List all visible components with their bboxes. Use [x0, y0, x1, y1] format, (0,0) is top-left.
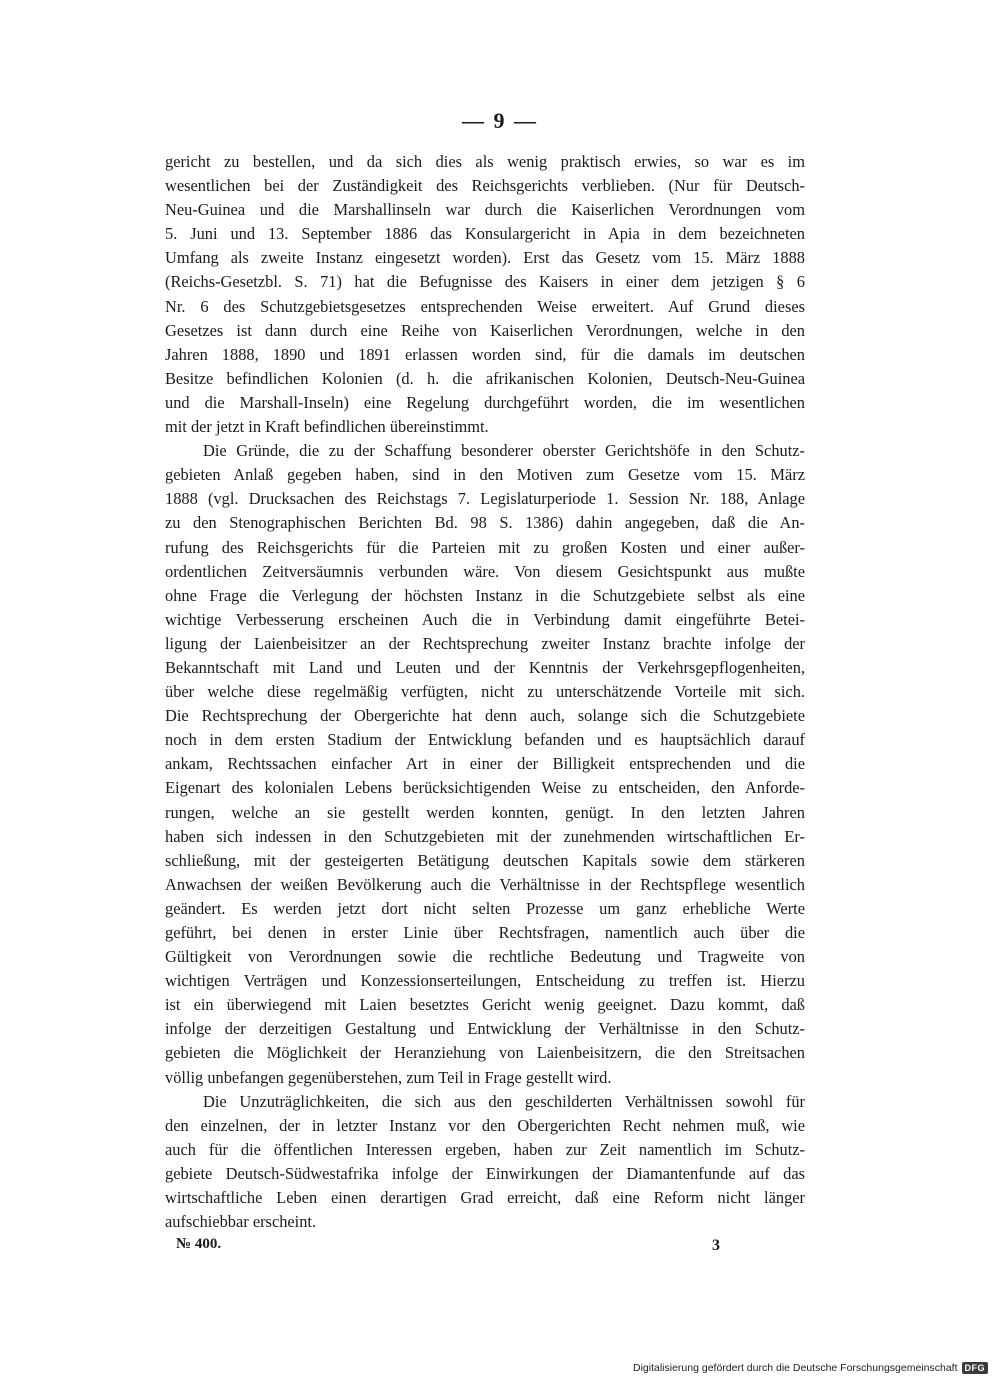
- text-line: völlig unbefangen gegenüberstehen, zum Teil in Frage gestellt wird.: [165, 1067, 612, 1087]
- text-line: gebieten die Möglichkeit der Heranziehung von Laienbeisitzern, die den Streitsachen: [165, 1043, 805, 1063]
- text-line: Die Rechtsprechung der Obergerichte hat denn auch, solange sich die Schutzgebiete: [165, 706, 805, 726]
- text-line: haben sich indessen in den Schutzgebieten mit der zunehmenden wirtschaftlichen Er-: [165, 826, 805, 846]
- text-line: wichtigen Verträgen und Konzessionserteilungen, Entscheidung zu treffen ist. Hierzu: [165, 971, 805, 991]
- text-line: Anwachsen der weißen Bevölkerung auch die Verhältnisse in der Rechtspflege wesentlich: [165, 874, 805, 894]
- text-line: Besitze befindlichen Kolonien (d. h. die afrikanischen Kolonien, Deutsch-Neu-Guinea: [165, 368, 805, 388]
- text-line: Nr. 6 des Schutzgebietsgesetzes entsprechenden Weise erweitert. Auf Grund dieses: [165, 296, 805, 316]
- text-line: Bekanntschaft mit Land und Leuten und der Kenntnis der Verkehrsgepflogenheiten,: [165, 657, 805, 677]
- text-line: geändert. Es werden jetzt dort nicht selten Prozesse um ganz erhebliche Werte: [165, 898, 805, 918]
- text-line: Gesetzes ist dann durch eine Reihe von Kaiserlichen Verordnungen, welche in den: [165, 320, 805, 340]
- text-line: Die Gründe, die zu der Schaffung besonderer oberster Gerichtshöfe in den Schutz-: [203, 441, 805, 461]
- sheet-signature: 3: [712, 1237, 720, 1254]
- text-line: rungen, welche an sie gestellt werden konnten, genügt. In den letzten Jahren: [165, 802, 805, 822]
- text-line: über welche diese regelmäßig verfügten, nicht zu unterschätzende Vorteile mit sich.: [165, 682, 805, 702]
- text-line: den einzelnen, der in letzter Instanz vor den Obergerichten Recht nehmen muß, wie: [165, 1115, 805, 1135]
- text-line: infolge der derzeitigen Gestaltung und Entwicklung der Verhältnisse in den Schutz-: [165, 1019, 805, 1039]
- paragraph-2: [165, 439, 805, 1090]
- text-line: rufung des Reichsgerichts für die Parteien mit zu großen Kosten und einer außer-: [165, 537, 805, 557]
- text-line: schließung, mit der gesteigerten Betätigung deutschen Kapitals sowie dem stärkeren: [165, 850, 805, 870]
- text-line: gericht zu bestellen, und da sich dies als wenig praktisch erwies, so war es im: [165, 152, 805, 171]
- footer-text: Digitalisierung gefördert durch die Deutsche Forschungsgemeinschaft: [632, 1362, 958, 1374]
- text-line: auch für die öffentlichen Interessen ergeben, haben zur Zeit namentlich im Schutz-: [165, 1139, 805, 1159]
- text-line: ligung der Laienbeisitzer an der Rechtsprechung zweiter Instanz brachte infolge der: [165, 633, 805, 653]
- text-line: (Reichs-Gesetzbl. S. 71) hat die Befugnisse des Kaisers in einer dem jetzigen § 6: [165, 272, 805, 292]
- text-line: aufschiebbar erscheint.: [165, 1212, 317, 1232]
- text-line: Die Unzuträglichkeiten, die sich aus den geschilderten Verhältnissen sowohl für: [203, 1091, 805, 1111]
- text-line: Umfang als zweite Instanz eingesetzt worden). Erst das Gesetz vom 15. März 1888: [165, 248, 805, 268]
- print-number: № 400.: [176, 1236, 222, 1252]
- text-line: Gültigkeit von Verordnungen sowie die rechtliche Bedeutung und Tragweite von: [165, 947, 805, 967]
- text-line: ordentlichen Zeitversäumnis verbunden wäre. Von diesem Gesichtspunkt aus mußte: [165, 561, 805, 581]
- text-line: mit der jetzt in Kraft befindlichen übereinstimmt.: [165, 417, 489, 437]
- text-line: und die Marshall-Inseln) eine Regelung durchgeführt worden, die im wesentlichen: [165, 392, 805, 412]
- footer-credit: [633, 1362, 988, 1374]
- text-line: ohne Frage die Verlegung der höchsten Instanz in die Schutzgebiete selbst als eine: [165, 585, 805, 605]
- text-line: wichtige Verbesserung erscheinen Auch die in Verbindung damit eingeführte Betei-: [165, 609, 805, 629]
- text-line: Jahren 1888, 1890 und 1891 erlassen worden sind, für die damals im deutschen: [165, 344, 805, 364]
- body-text: [165, 150, 805, 1234]
- text-line: ankam, Rechtssachen einfacher Art in einer der Billigkeit entsprechenden und die: [165, 754, 805, 774]
- dfg-logo-icon: DFG: [962, 1362, 989, 1374]
- text-line: wesentlichen bei der Zuständigkeit des Reichsgerichts verblieben. (Nur für Deutsch-: [165, 176, 805, 196]
- text-line: Neu-Guinea und die Marshallinseln war durch die Kaiserlichen Verordnungen vom: [165, 200, 805, 220]
- paragraph-1: [165, 150, 805, 439]
- page-number: — 9 —: [462, 108, 538, 133]
- text-line: gebiete Deutsch-Südwestafrika infolge der Einwirkungen der Diamantenfunde auf das: [165, 1163, 805, 1183]
- text-line: 1888 (vgl. Drucksachen des Reichstags 7. Legislaturperiode 1. Session Nr. 188, Anlage: [165, 489, 805, 509]
- text-line: geführt, bei denen in erster Linie über Rechtsfragen, namentlich auch über die: [165, 923, 805, 942]
- text-line: wirtschaftliche Leben einen derartigen Grad erreicht, daß eine Reform nicht länger: [165, 1188, 805, 1208]
- text-line: Eigenart des kolonialen Lebens berücksichtigenden Weise zu entscheiden, den Anforde-: [165, 778, 805, 798]
- text-line: 5. Juni und 13. September 1886 das Konsulargericht in Apia in dem bezeichneten: [165, 224, 805, 244]
- text-line: noch in dem ersten Stadium der Entwicklung befanden und es hauptsächlich darauf: [165, 730, 805, 750]
- text-line: gebieten Anlaß gegeben haben, sind in den Motiven zum Gesetze vom 15. März: [165, 465, 805, 485]
- text-line: zu den Stenographischen Berichten Bd. 98 S. 1386) dahin angegeben, daß die An-: [165, 513, 805, 533]
- paragraph-3: [165, 1090, 805, 1235]
- text-line: ist ein überwiegend mit Laien besetztes Gericht wenig geeignet. Dazu kommt, daß: [165, 995, 805, 1015]
